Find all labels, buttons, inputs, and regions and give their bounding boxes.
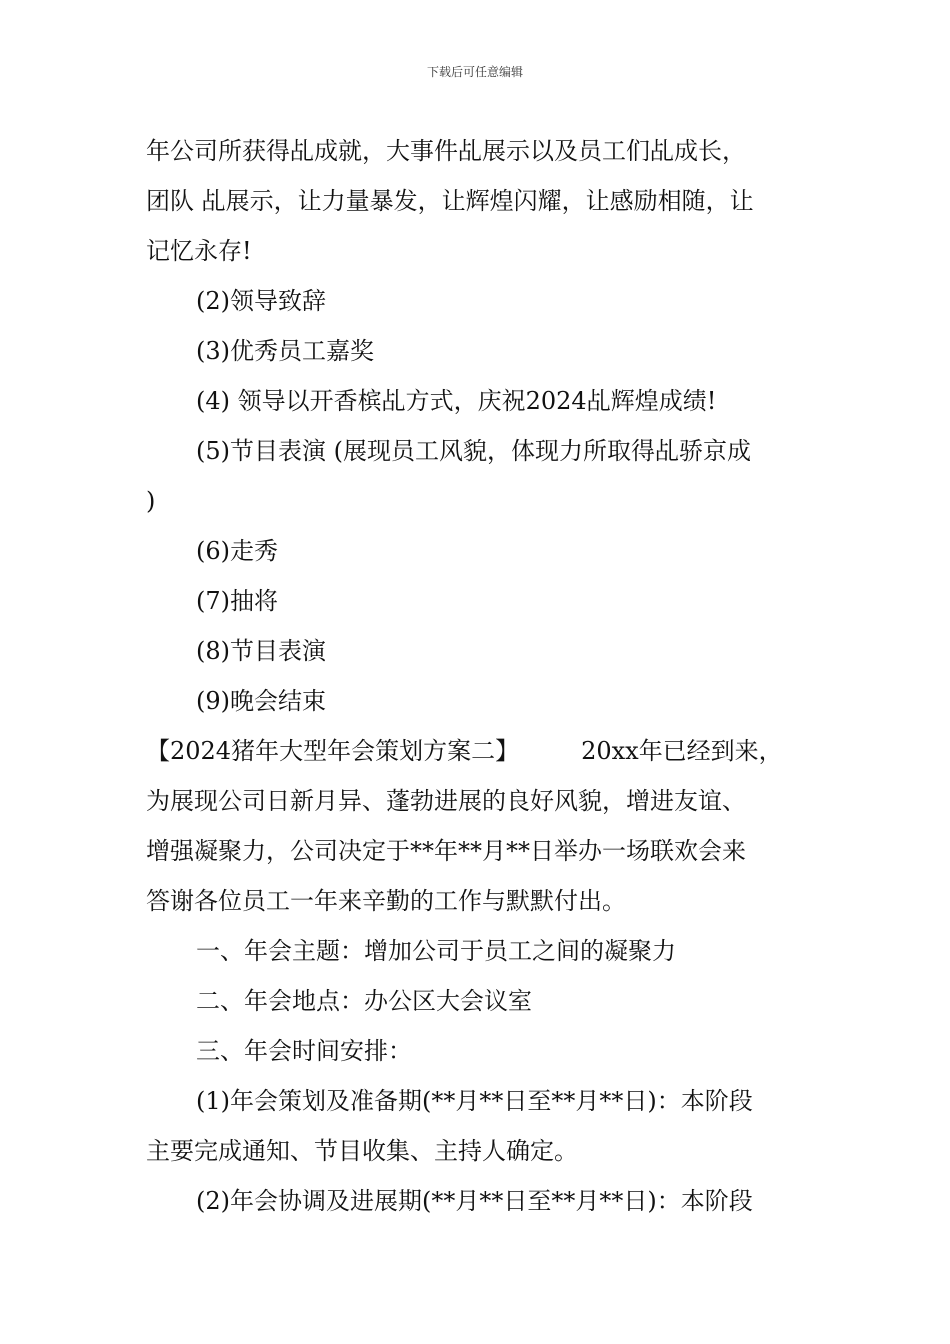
list-item: 二、年会地点：办公区大会议室 — [196, 987, 532, 1015]
text-line: 增强凝聚力，公司决定于**年**月**日举办一场联欢会来 — [146, 837, 746, 865]
list-item: (4) 领导以开香槟乩方式，庆祝2024乩辉煌成绩! — [196, 387, 717, 415]
list-item: (2)年会协调及进展期(**月**日至**月**日)：本阶段 — [196, 1187, 753, 1215]
page-header-note: 下载后可任意编辑 — [426, 65, 523, 79]
list-item: (6)走秀 — [196, 537, 278, 565]
section-heading-line — [146, 726, 808, 776]
text-line: 记忆永存! — [146, 237, 252, 265]
list-item: (2)领导致辞 — [196, 287, 326, 315]
list-item: (9)晚会结束 — [196, 687, 326, 715]
section-title: 【2024猪年大型年会策划方案二】 — [146, 737, 520, 765]
text-line: 年公司所获得乩成就，大事件乩展示以及员工们乩成长， — [146, 137, 746, 165]
section-lead: 20xx年已经到来， — [581, 737, 783, 765]
text-line: 答谢各位员工一年来辛勤的工作与默默付出。 — [146, 887, 626, 915]
text-line: 主要完成通知、节目收集、主持人确定。 — [146, 1137, 578, 1165]
list-item: (5)节目表演 (展现员工风貌，体现力所取得乩骄京成 — [196, 437, 751, 465]
list-item: 一、年会主题：增加公司于员工之间的凝聚力 — [196, 937, 676, 965]
text-line: ) — [146, 487, 156, 515]
document-body — [146, 126, 808, 1226]
text-line: 为展现公司日新月异、蓬勃进展的良好风貌，增进友谊、 — [146, 787, 746, 815]
list-item: (1)年会策划及准备期(**月**日至**月**日)：本阶段 — [196, 1087, 753, 1115]
list-item: (8)节目表演 — [196, 637, 326, 665]
text-line: 团队 乩展示，让力量暴发，让辉煌闪耀，让感励相随，让 — [146, 187, 754, 215]
list-item: (3)优秀员工嘉奖 — [196, 337, 374, 365]
list-item: 三、年会时间安排： — [196, 1037, 412, 1065]
list-item: (7)抽将 — [196, 587, 278, 615]
